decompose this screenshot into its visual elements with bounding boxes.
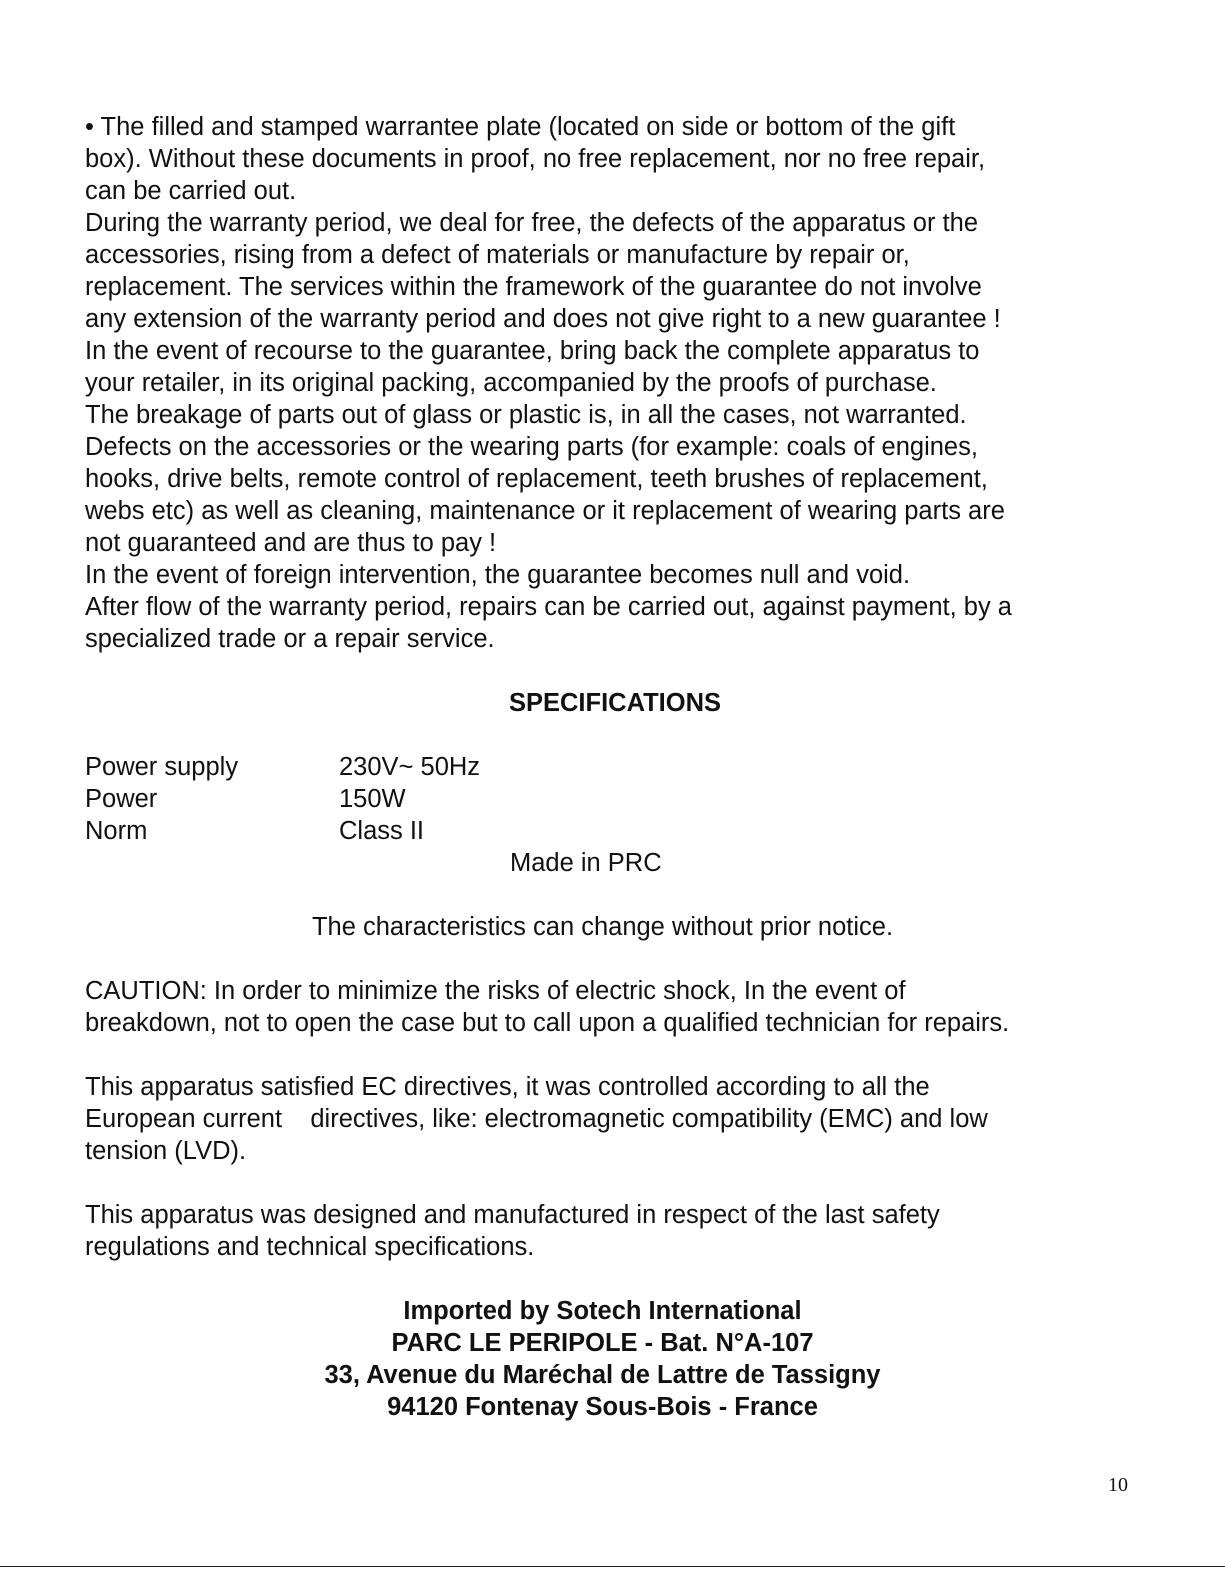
warranty-line: In the event of foreign intervention, the guarantee becomes null and void. [85, 561, 911, 589]
spec-value: Class II [339, 817, 425, 845]
safety-paragraph [85, 1199, 1145, 1263]
caution-paragraph [85, 975, 1145, 1039]
warranty-line: hooks, drive belts, remote control of replacement, teeth brushes of replacement, [85, 465, 988, 493]
warranty-line: not guaranteed and are thus to pay ! [85, 529, 497, 557]
safety-line: This apparatus was designed and manufactured in respect of the last safety [85, 1201, 940, 1229]
caution-line: CAUTION: In order to minimize the risks of electric shock, In the event of [85, 977, 906, 1005]
warranty-line: In the event of recourse to the guarantee, bring back the complete apparatus to [85, 337, 980, 365]
spec-value: 150W [339, 785, 406, 813]
specifications-heading: SPECIFICATIONS [508, 689, 722, 717]
spec-row-power-supply [85, 751, 1145, 783]
warranty-line: • The filled and stamped warrantee plate (located on side or bottom of the gift [85, 113, 956, 141]
spec-label: Power supply [85, 753, 239, 781]
spacer [85, 1263, 1145, 1295]
spacer [85, 655, 1145, 687]
spacer [85, 879, 1145, 911]
warranty-line: can be carried out. [85, 177, 297, 205]
importer-line: 94120 Fontenay Sous-Bois - France [387, 1393, 818, 1421]
page-bottom-divider [0, 1566, 1225, 1567]
importer-line: PARC LE PERIPOLE - Bat. N°A-107 [391, 1329, 814, 1357]
spec-label: Norm [85, 817, 148, 845]
characteristics-notice: The characteristics can change without prior notice. [311, 913, 894, 941]
warranty-line: any extension of the warranty period and does not give right to a new guarantee ! [85, 305, 1001, 333]
importer-line: Imported by Sotech International [403, 1297, 802, 1325]
spacer [85, 1039, 1145, 1071]
warranty-line: replacement. The services within the framework of the guarantee do not involve [85, 273, 982, 301]
made-in-label: Made in PRC [510, 849, 662, 877]
spacer [85, 719, 1145, 751]
warranty-line: After flow of the warranty period, repairs can be carried out, against payment, by a [85, 593, 1012, 621]
warranty-section [85, 111, 1145, 655]
warranty-line: Defects on the accessories or the wearing parts (for example: coals of engines, [85, 433, 978, 461]
importer-address [85, 1295, 1145, 1423]
spacer [85, 1167, 1145, 1199]
warranty-line: your retailer, in its original packing, accompanied by the proofs of purchase. [85, 369, 937, 397]
warranty-line: The breakage of parts out of glass or plastic is, in all the cases, not warranted. [85, 401, 967, 429]
warranty-line: During the warranty period, we deal for free, the defects of the apparatus or the [85, 209, 979, 237]
compliance-paragraph [85, 1071, 1145, 1167]
compliance-line: tension (LVD). [85, 1137, 247, 1165]
spec-value: 230V~ 50Hz [339, 753, 481, 781]
warranty-line: specialized trade or a repair service. [85, 625, 495, 653]
warranty-line: webs etc) as well as cleaning, maintenance or it replacement of wearing parts are [85, 497, 1005, 525]
warranty-line: box). Without these documents in proof, no free replacement, nor no free repair, [85, 145, 986, 173]
spec-row-power [85, 783, 1145, 815]
compliance-line: European current directives, like: electromagnetic compatibility (EMC) and low [85, 1105, 988, 1133]
caution-line: breakdown, not to open the case but to call upon a qualified technician for repairs. [85, 1009, 1010, 1037]
spec-label: Power [85, 785, 158, 813]
spacer [85, 943, 1145, 975]
page-number: 10 [1108, 1474, 1128, 1496]
compliance-line: This apparatus satisfied EC directives, it was controlled according to all the [85, 1073, 930, 1101]
specifications-table [85, 751, 1145, 879]
importer-line: 33, Avenue du Maréchal de Lattre de Tassigny [324, 1361, 881, 1389]
warranty-line: accessories, rising from a defect of materials or manufacture by repair or, [85, 241, 910, 269]
spec-row-norm [85, 815, 1145, 847]
safety-line: regulations and technical specifications. [85, 1233, 535, 1261]
manual-page [85, 111, 1145, 1423]
